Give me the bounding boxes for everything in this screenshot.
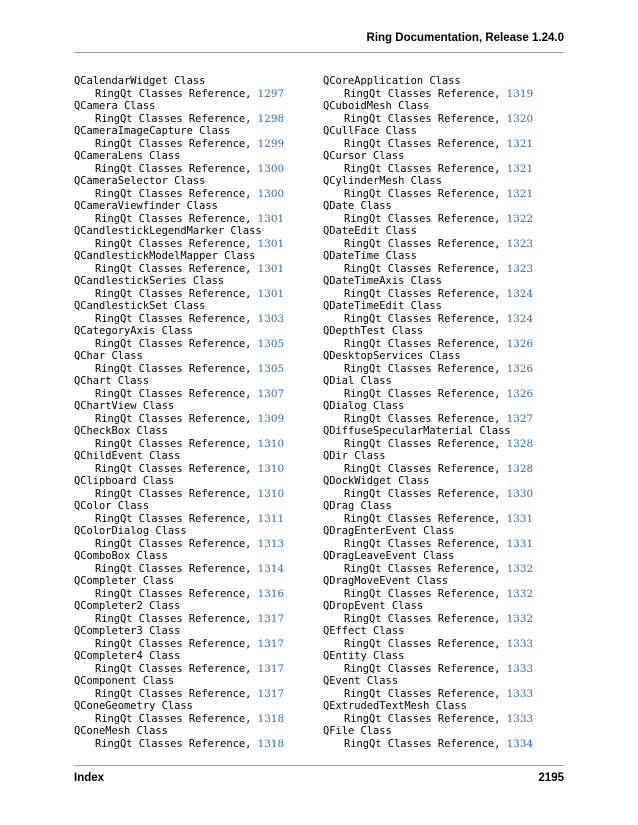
reference-label: RingQt Classes Reference, [95,137,252,150]
index-term: QFile Class [323,725,392,737]
page-link[interactable]: 1307 [257,387,285,400]
index-subentry [323,88,533,101]
index-entry [323,225,533,250]
reference-label: RingQt Classes Reference, [95,737,252,750]
index-entry [74,100,284,125]
index-subentry [323,588,533,601]
index-term: QConeGeometry Class [74,700,193,712]
index-term: QDialog Class [323,400,405,412]
index-subentry [74,513,284,526]
index-term: QDragEnterEvent Class [323,525,455,537]
index-subentry [74,113,284,126]
index-entry [74,700,284,725]
index-subentry [74,338,284,351]
reference-label: RingQt Classes Reference, [344,637,501,650]
index-term: QDesktopServices Class [323,350,461,362]
page-link[interactable]: 1305 [257,337,285,350]
index-subentry [74,138,284,151]
page-link[interactable]: 1297 [257,87,285,100]
index-entry [323,550,533,575]
reference-label: RingQt Classes Reference, [344,512,501,525]
index-entry [323,400,533,425]
index-term: QDrag Class [323,500,392,512]
index-term: QDate Class [323,200,392,212]
reference-label: RingQt Classes Reference, [344,737,501,750]
index-entry [323,125,533,150]
index-subentry [323,138,533,151]
reference-label: RingQt Classes Reference, [344,587,501,600]
reference-label: RingQt Classes Reference, [344,687,501,700]
reference-label: RingQt Classes Reference, [344,462,501,475]
index-entry [323,600,533,625]
reference-label: RingQt Classes Reference, [344,412,501,425]
page-link[interactable]: 1324 [506,287,534,300]
index-term: QDepthTest Class [323,325,424,337]
index-term: QConeMesh Class [74,725,168,737]
page-link[interactable]: 1301 [257,212,285,225]
page-link[interactable]: 1317 [257,687,285,700]
index-entry [74,300,284,325]
index-column-right [323,75,533,750]
page-link[interactable]: 1324 [506,312,534,325]
reference-label: RingQt Classes Reference, [95,212,252,225]
reference-label: RingQt Classes Reference, [344,662,501,675]
index-term: QDateTimeAxis Class [323,275,442,287]
reference-label: RingQt Classes Reference, [95,512,252,525]
index-term: QEntity Class [323,650,405,662]
index-subentry [323,113,533,126]
index-entry [323,375,533,400]
page-link[interactable]: 1333 [506,637,534,650]
page-link[interactable]: 1322 [506,212,534,225]
reference-label: RingQt Classes Reference, [344,262,501,275]
index-term: QCategoryAxis Class [74,325,193,337]
page-link[interactable]: 1319 [506,87,534,100]
index-entry [323,200,533,225]
reference-label: RingQt Classes Reference, [344,287,501,300]
index-entry [323,500,533,525]
page-link[interactable]: 1305 [257,362,285,375]
index-subentry [323,413,533,426]
page-link[interactable]: 1328 [506,437,534,450]
index-subentry [74,613,284,626]
reference-label: RingQt Classes Reference, [95,312,252,325]
reference-label: RingQt Classes Reference, [344,537,501,550]
footer-section: Index [74,772,105,784]
page-link[interactable]: 1317 [257,612,285,625]
index-subentry [323,213,533,226]
page-link[interactable]: 1326 [506,337,534,350]
index-entry [323,625,533,650]
index-entry [323,350,533,375]
index-entry [74,150,284,175]
index-subentry [74,738,284,751]
reference-label: RingQt Classes Reference, [344,437,501,450]
index-term: QClipboard Class [74,475,175,487]
index-subentry [323,663,533,676]
page-link[interactable]: 1321 [506,187,534,200]
index-term: QDropEvent Class [323,600,424,612]
index-subentry [323,338,533,351]
reference-label: RingQt Classes Reference, [344,362,501,375]
index-entry [74,475,284,500]
index-subentry [323,688,533,701]
reference-label: RingQt Classes Reference, [95,587,252,600]
index-entry [323,725,533,750]
index-subentry [323,638,533,651]
index-subentry [74,713,284,726]
index-subentry [74,363,284,376]
index-term: QCuboidMesh Class [323,100,430,112]
index-subentry [74,488,284,501]
page-link[interactable]: 1332 [506,562,534,575]
index-subentry [74,238,284,251]
index-entry [74,75,284,100]
running-header: Ring Documentation, Release 1.24.0 [366,32,564,44]
index-term: QChart Class [74,375,150,387]
index-subentry [323,288,533,301]
page-link[interactable]: 1334 [506,737,534,750]
index-term: QCompleter3 Class [74,625,181,637]
index-subentry [323,363,533,376]
index-entry [74,175,284,200]
index-subentry [323,188,533,201]
index-term: QCandlestickSet Class [74,300,206,312]
index-term: QCameraViewfinder Class [74,200,218,212]
page-link[interactable]: 1323 [506,262,534,275]
index-term: QChar Class [74,350,143,362]
index-subentry [323,713,533,726]
page-link[interactable]: 1320 [506,112,534,125]
index-subentry [74,538,284,551]
page-link[interactable]: 1300 [257,187,285,200]
index-entry [323,425,533,450]
index-entry [74,600,284,625]
index-term: QDragMoveEvent Class [323,575,449,587]
reference-label: RingQt Classes Reference, [344,137,501,150]
index-subentry [74,638,284,651]
page-link[interactable]: 1313 [257,537,285,550]
reference-label: RingQt Classes Reference, [95,662,252,675]
reference-label: RingQt Classes Reference, [344,387,501,400]
index-entry [74,275,284,300]
index-entry [323,175,533,200]
reference-label: RingQt Classes Reference, [95,412,252,425]
reference-label: RingQt Classes Reference, [95,687,252,700]
index-term: QDockWidget Class [323,475,430,487]
index-entry [323,150,533,175]
index-entry [74,200,284,225]
index-entry [323,300,533,325]
reference-label: RingQt Classes Reference, [344,212,501,225]
index-subentry [74,188,284,201]
reference-label: RingQt Classes Reference, [344,712,501,725]
reference-label: RingQt Classes Reference, [95,287,252,300]
reference-label: RingQt Classes Reference, [95,462,252,475]
reference-label: RingQt Classes Reference, [344,187,501,200]
index-term: QChartView Class [74,400,175,412]
index-entry [323,650,533,675]
reference-label: RingQt Classes Reference, [95,112,252,125]
index-subentry [323,513,533,526]
index-subentry [323,738,533,751]
index-column-left [74,75,284,750]
page-link[interactable]: 1309 [257,412,285,425]
reference-label: RingQt Classes Reference, [95,612,252,625]
reference-label: RingQt Classes Reference, [95,562,252,575]
index-subentry [74,663,284,676]
page-link[interactable]: 1310 [257,437,285,450]
page-link[interactable]: 1331 [506,537,534,550]
footer-page-number: 2195 [538,772,564,784]
index-term: QCheckBox Class [74,425,168,437]
index-entry [74,450,284,475]
index-entry [74,425,284,450]
index-entry [74,125,284,150]
reference-label: RingQt Classes Reference, [344,112,501,125]
index-entry [74,225,284,250]
index-term: QCursor Class [323,150,405,162]
index-entry [323,675,533,700]
reference-label: RingQt Classes Reference, [95,537,252,550]
reference-label: RingQt Classes Reference, [344,487,501,500]
page-link[interactable]: 1317 [257,637,285,650]
index-entry [74,375,284,400]
header-rule [74,52,564,53]
page-link[interactable]: 1331 [506,512,534,525]
index-term: QCalendarWidget Class [74,75,206,87]
index-entry [74,250,284,275]
index-entry [323,700,533,725]
page-link[interactable]: 1326 [506,387,534,400]
reference-label: RingQt Classes Reference, [95,162,252,175]
index-term: QCameraLens Class [74,150,181,162]
reference-label: RingQt Classes Reference, [95,437,252,450]
index-entry [323,525,533,550]
page-link[interactable]: 1303 [257,312,285,325]
reference-label: RingQt Classes Reference, [95,387,252,400]
reference-label: RingQt Classes Reference, [344,612,501,625]
index-subentry [74,213,284,226]
index-term: QDateEdit Class [323,225,417,237]
reference-label: RingQt Classes Reference, [344,237,501,250]
index-subentry [74,413,284,426]
index-term: QCandlestickSeries Class [74,275,225,287]
index-entry [323,575,533,600]
index-subentry [323,238,533,251]
reference-label: RingQt Classes Reference, [95,637,252,650]
index-entry [74,400,284,425]
page-link[interactable]: 1310 [257,462,285,475]
reference-label: RingQt Classes Reference, [95,337,252,350]
page-link[interactable]: 1317 [257,662,285,675]
page-link[interactable]: 1301 [257,262,285,275]
reference-label: RingQt Classes Reference, [95,362,252,375]
index-term: QDiffuseSpecularMaterial Class [323,425,511,437]
index-subentry [323,613,533,626]
index-subentry [74,438,284,451]
page-link[interactable]: 1333 [506,662,534,675]
page-link[interactable]: 1314 [257,562,285,575]
index-subentry [323,438,533,451]
index-term: QCandlestickLegendMarker Class [74,225,262,237]
reference-label: RingQt Classes Reference, [95,187,252,200]
index-subentry [74,463,284,476]
page-link[interactable]: 1301 [257,287,285,300]
index-term: QCullFace Class [323,125,417,137]
index-subentry [323,488,533,501]
index-term: QComboBox Class [74,550,168,562]
index-entry [74,625,284,650]
index-entry [74,325,284,350]
index-subentry [323,313,533,326]
page-link[interactable]: 1333 [506,687,534,700]
page-link[interactable]: 1318 [257,737,285,750]
index-subentry [74,263,284,276]
page-link[interactable]: 1330 [506,487,534,500]
index-entry [323,450,533,475]
page-link[interactable]: 1326 [506,362,534,375]
index-subentry [74,688,284,701]
index-entry [74,725,284,750]
index-entry [74,550,284,575]
index-entry [323,100,533,125]
index-term: QEvent Class [323,675,399,687]
index-term: QCompleter2 Class [74,600,181,612]
page-link[interactable]: 1299 [257,137,285,150]
reference-label: RingQt Classes Reference, [95,487,252,500]
index-term: QExtrudedTextMesh Class [323,700,467,712]
index-term: QCameraImageCapture Class [74,125,231,137]
index-subentry [74,388,284,401]
index-term: QDateTime Class [323,250,417,262]
index-subentry [74,588,284,601]
page-link[interactable]: 1301 [257,237,285,250]
index-subentry [323,263,533,276]
index-entry [74,675,284,700]
index-term: QColorDialog Class [74,525,187,537]
index-subentry [323,563,533,576]
index-entry [74,525,284,550]
reference-label: RingQt Classes Reference, [95,87,252,100]
index-entry [323,250,533,275]
index-term: QCamera Class [74,100,156,112]
index-term: QDir Class [323,450,386,462]
index-subentry [323,163,533,176]
page-link[interactable]: 1300 [257,162,285,175]
page-link[interactable]: 1311 [257,512,285,525]
page-link[interactable]: 1298 [257,112,285,125]
index-entry [74,650,284,675]
reference-label: RingQt Classes Reference, [344,87,501,100]
reference-label: RingQt Classes Reference, [344,337,501,350]
reference-label: RingQt Classes Reference, [95,237,252,250]
index-term: QCandlestickModelMapper Class [74,250,256,262]
index-subentry [74,563,284,576]
reference-label: RingQt Classes Reference, [344,562,501,575]
page-link[interactable]: 1310 [257,487,285,500]
page-link[interactable]: 1321 [506,162,534,175]
reference-label: RingQt Classes Reference, [95,262,252,275]
index-entry [323,475,533,500]
index-term: QDateTimeEdit Class [323,300,442,312]
footer-rule [74,765,564,766]
page-link[interactable]: 1332 [506,587,534,600]
index-subentry [323,538,533,551]
page-link[interactable]: 1318 [257,712,285,725]
index-term: QCameraSelector Class [74,175,206,187]
page-link[interactable]: 1316 [257,587,285,600]
reference-label: RingQt Classes Reference, [344,312,501,325]
page-link[interactable]: 1333 [506,712,534,725]
index-term: QCompleter Class [74,575,175,587]
index-entry [74,500,284,525]
index-term: QEffect Class [323,625,405,637]
index-term: QChildEvent Class [74,450,181,462]
index-term: QComponent Class [74,675,175,687]
reference-label: RingQt Classes Reference, [344,162,501,175]
index-subentry [74,288,284,301]
page-link[interactable]: 1321 [506,137,534,150]
index-subentry [74,313,284,326]
index-term: QCoreApplication Class [323,75,461,87]
page-link[interactable]: 1332 [506,612,534,625]
index-term: QDial Class [323,375,392,387]
index-entry [323,275,533,300]
page-link[interactable]: 1323 [506,237,534,250]
index-entry [323,75,533,100]
index-entry [323,325,533,350]
index-term: QCylinderMesh Class [323,175,442,187]
index-subentry [74,163,284,176]
page-link[interactable]: 1328 [506,462,534,475]
index-entry [74,350,284,375]
index-entry [74,575,284,600]
index-term: QCompleter4 Class [74,650,181,662]
index-subentry [74,88,284,101]
index-subentry [323,463,533,476]
page-link[interactable]: 1327 [506,412,534,425]
index-term: QColor Class [74,500,150,512]
index-subentry [323,388,533,401]
reference-label: RingQt Classes Reference, [95,712,252,725]
index-term: QDragLeaveEvent Class [323,550,455,562]
